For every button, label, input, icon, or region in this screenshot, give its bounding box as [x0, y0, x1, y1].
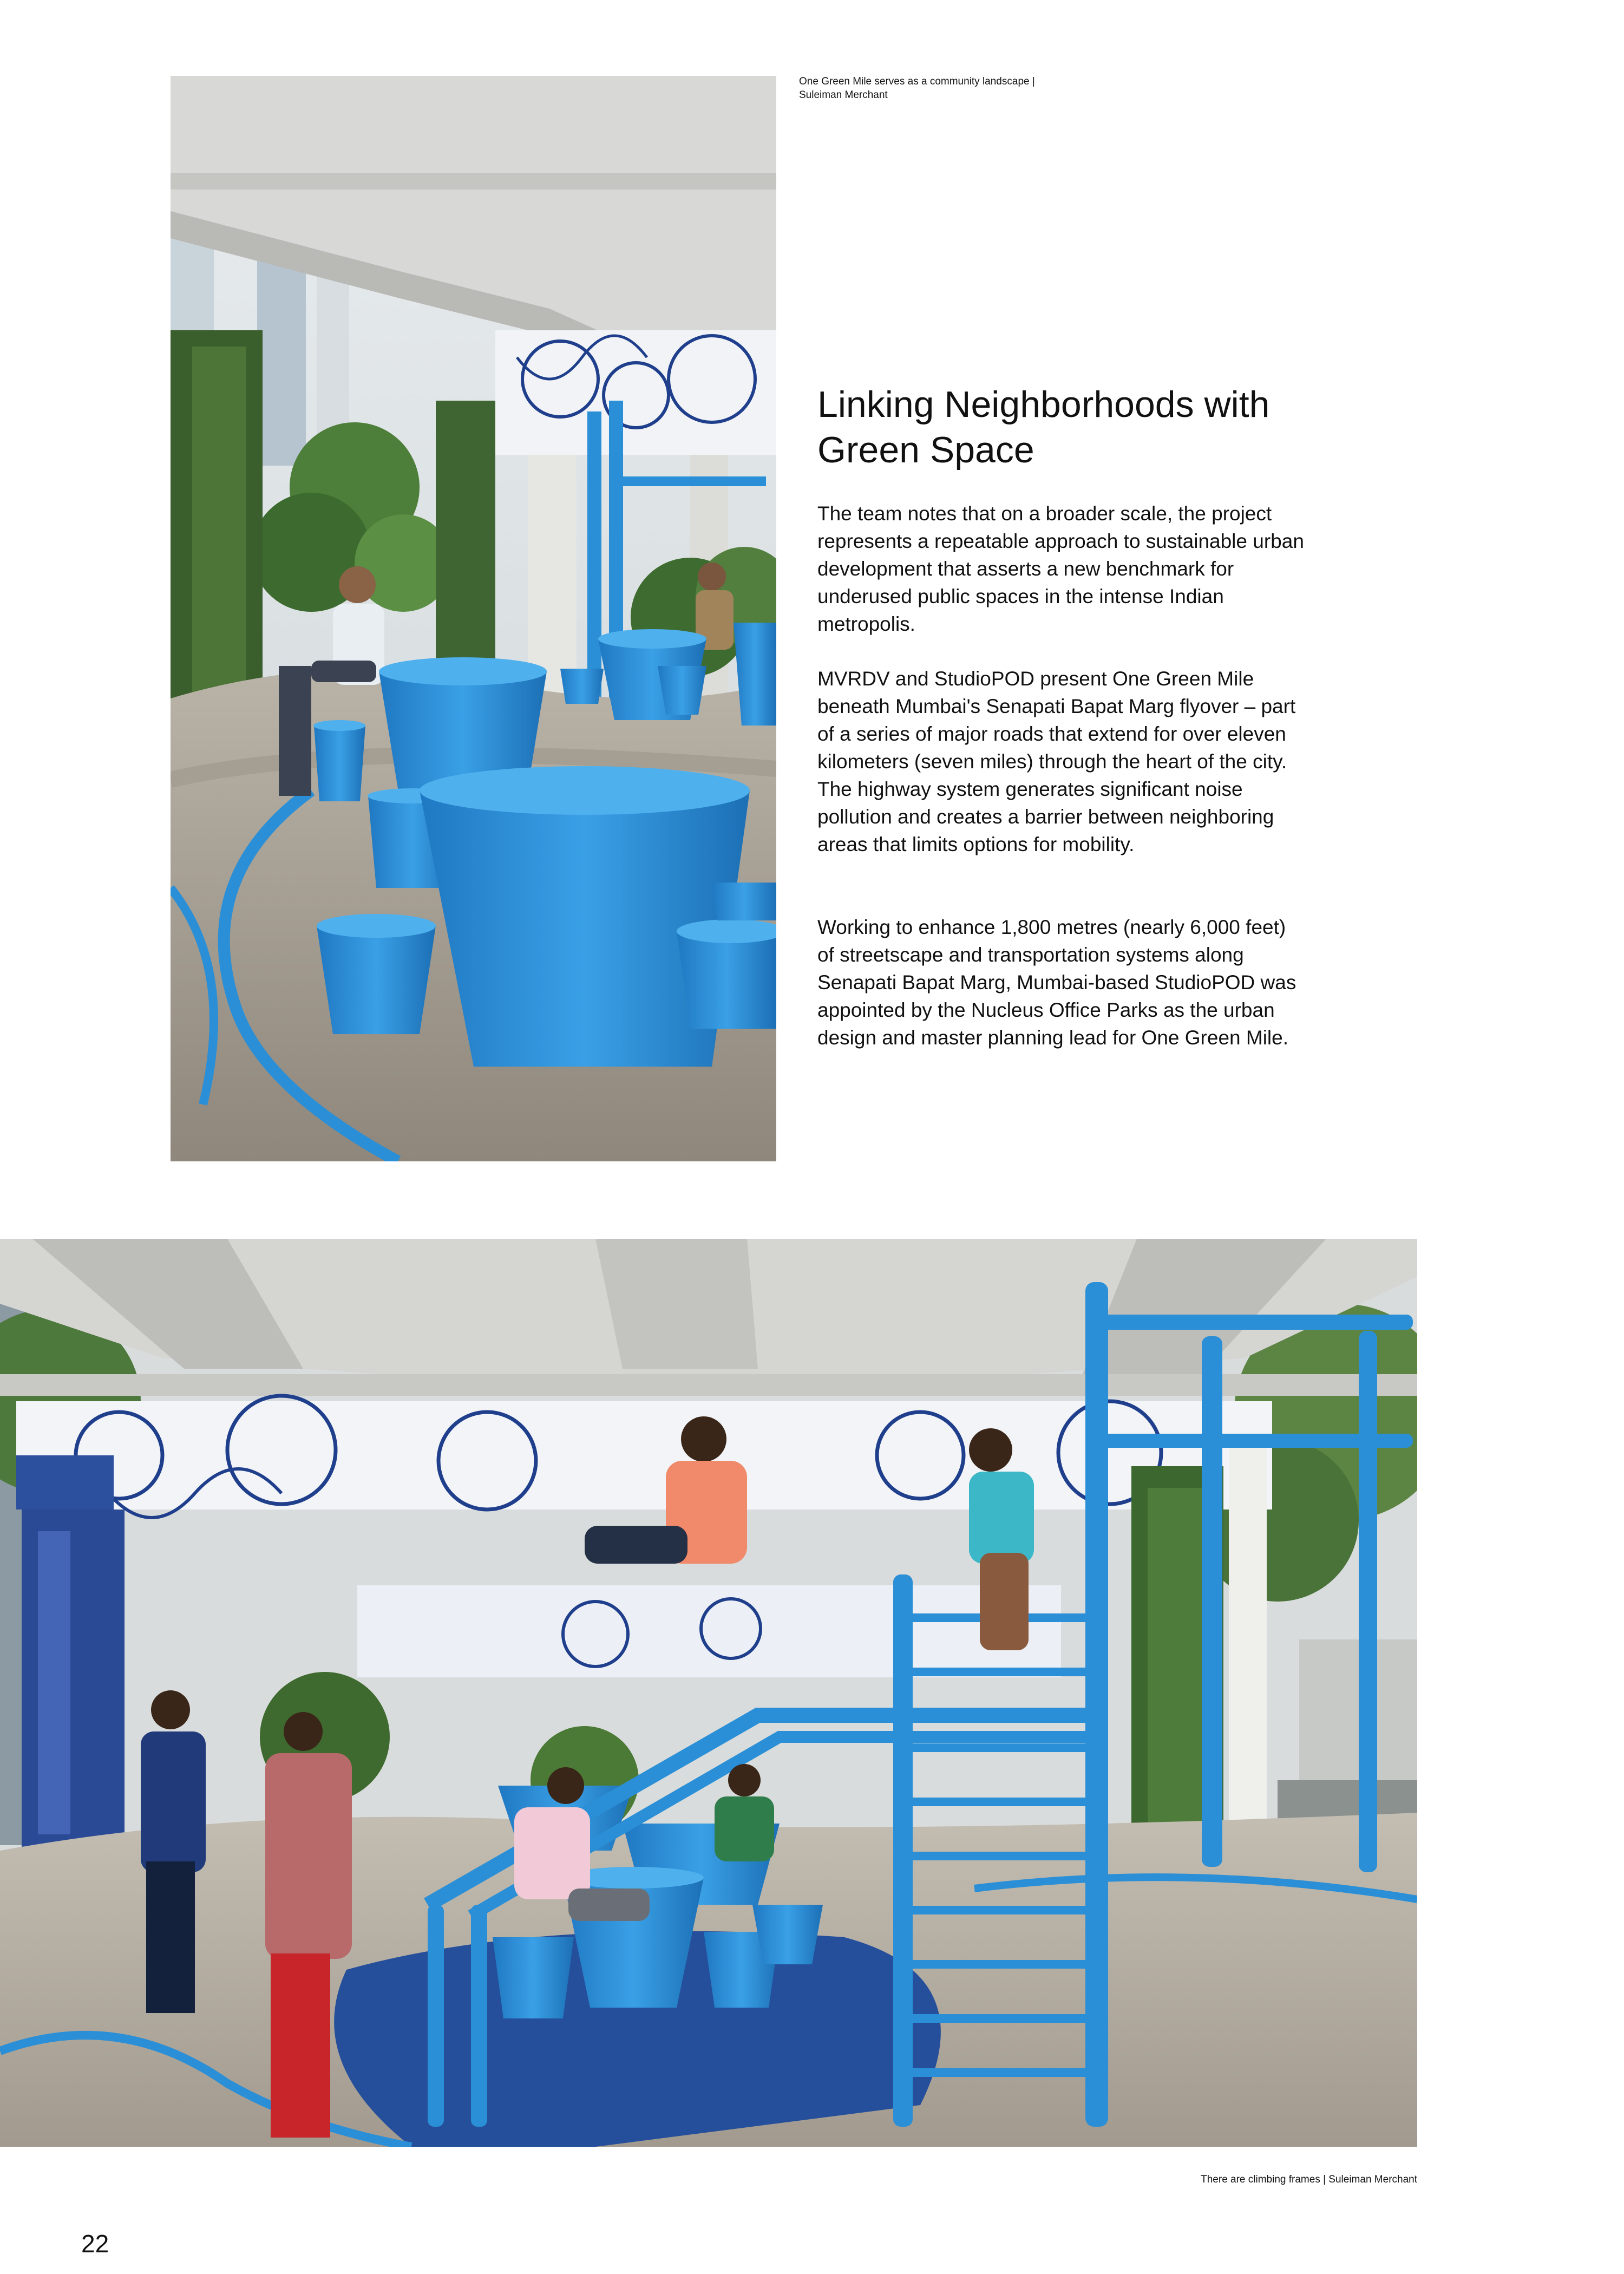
- body-paragraph: The team notes that on a broader scale, the project represents a repeatable approach to sustainable urban development that asserts a new benchmark for underused public spaces in the intense Indian metropolis.: [817, 502, 1304, 635]
- page-number: 22: [81, 2230, 109, 2258]
- photo-caption-bottom: There are climbing frames | Suleiman Merchant: [1201, 2174, 1417, 2185]
- photo-community-landscape-image: [171, 76, 776, 1161]
- photo-climbing-frames-image: [0, 1239, 1417, 2147]
- body-paragraph: MVRDV and StudioPOD present One Green Mile beneath Mumbai's Senapati Bapat Marg flyover – part of a series of major roads that extend for over eleven kilometers (seven miles) through the heart of the city. The highway system generates significant noise pollution and creates a barrier between neighboring areas that limits options for mobility.: [817, 668, 1296, 855]
- photo-caption-top: One Green Mile serves as a community landscape | Suleiman Merchant: [799, 76, 1035, 101]
- article-title: Linking Neighborhoods with Green Space: [817, 384, 1270, 471]
- body-paragraph: Working to enhance 1,800 metres (nearly 6,000 feet) of streetscape and transportation systems along Senapati Bapat Marg, Mumbai-based StudioPOD was appointed by the Nucleus Office Parks as the urban design and master planning lead for One Green Mile.: [817, 916, 1296, 1049]
- photo-climbing-frames: [0, 1239, 1417, 2147]
- photo-community-landscape: [171, 76, 776, 1161]
